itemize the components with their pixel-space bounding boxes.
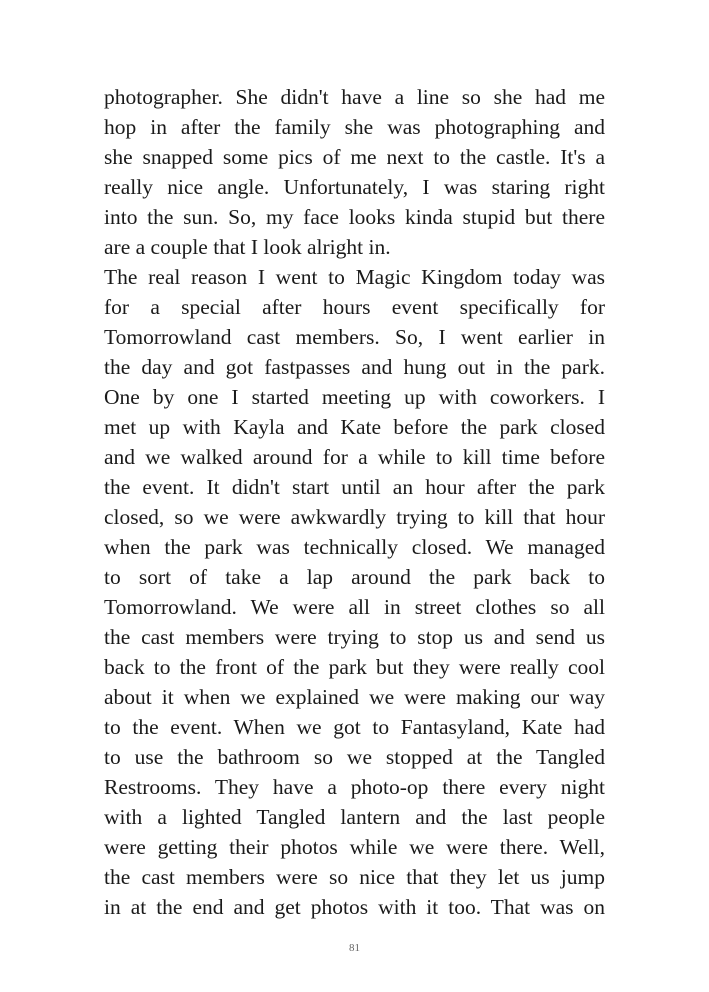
text-line: she snapped some pics of me next to the castle. It's a xyxy=(104,145,605,169)
text-line: are a couple that I look alright in. xyxy=(104,235,391,259)
text-line: The real reason I went to Magic Kingdom today was xyxy=(104,265,605,289)
text-line: Tomorrowland. We were all in street clothes so all xyxy=(104,595,605,619)
text-line: for a special after hours event specifically for xyxy=(104,295,605,319)
text-line: the day and got fastpasses and hung out in the park. xyxy=(104,355,605,379)
body-text xyxy=(104,82,605,922)
text-line: and we walked around for a while to kill time before xyxy=(104,445,605,469)
text-line: with a lighted Tangled lantern and the last people xyxy=(104,805,605,829)
text-line: hop in after the family she was photographing and xyxy=(104,115,605,139)
text-line: to use the bathroom so we stopped at the Tangled xyxy=(104,745,605,769)
text-line: Tomorrowland cast members. So, I went earlier in xyxy=(104,325,605,349)
text-line: the cast members were so nice that they let us jump xyxy=(104,865,605,889)
paragraph-2 xyxy=(104,262,605,922)
page-number: 81 xyxy=(349,942,360,954)
text-line: the event. It didn't start until an hour after the park xyxy=(104,475,605,499)
text-line: about it when we explained we were making our way xyxy=(104,685,605,709)
text-line: back to the front of the park but they were really cool xyxy=(104,655,605,679)
text-line: closed, so we were awkwardly trying to kill that hour xyxy=(104,505,605,529)
text-line: into the sun. So, my face looks kinda stupid but there xyxy=(104,205,605,229)
paragraph-1 xyxy=(104,82,605,262)
text-line: in at the end and get photos with it too. That was on xyxy=(104,895,605,919)
text-line: met up with Kayla and Kate before the park closed xyxy=(104,415,605,439)
text-line: when the park was technically closed. We managed xyxy=(104,535,605,559)
text-line: were getting their photos while we were there. Well, xyxy=(104,835,605,859)
text-line: One by one I started meeting up with coworkers. I xyxy=(104,385,605,409)
text-line: photographer. She didn't have a line so she had me xyxy=(104,85,605,109)
text-line: Restrooms. They have a photo-op there every night xyxy=(104,775,605,799)
text-line: the cast members were trying to stop us and send us xyxy=(104,625,605,649)
text-line: really nice angle. Unfortunately, I was staring right xyxy=(104,175,605,199)
text-line: to sort of take a lap around the park back to xyxy=(104,565,605,589)
text-line: to the event. When we got to Fantasyland, Kate had xyxy=(104,715,605,739)
